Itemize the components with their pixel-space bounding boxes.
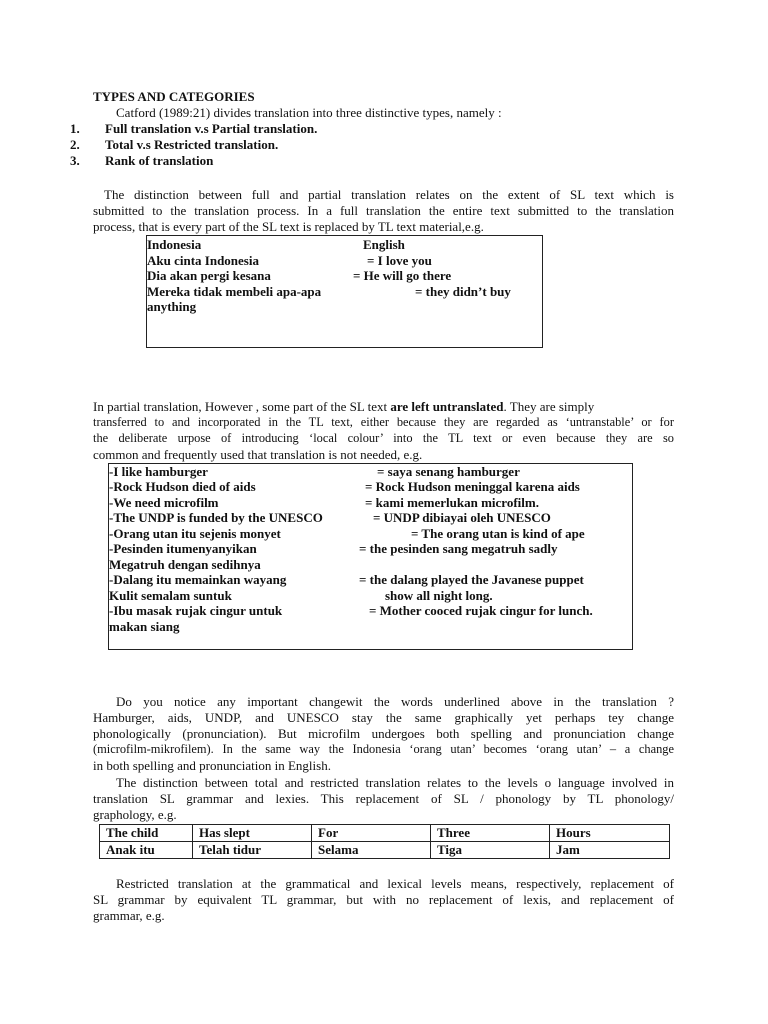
table-cell: Jam <box>550 842 670 859</box>
paragraph-line: The distinction between full and partial translation relates on the extent of SL text which is <box>104 187 674 202</box>
example-target: = I love you <box>367 253 432 268</box>
table-cell: Telah tidur <box>193 842 312 859</box>
paragraph-line: phonologically (pronunciation). But microfilm undergoes both spelling and pronunciation change <box>93 726 674 741</box>
intro-text: Catford (1989:21) divides translation into three distinctive types, namely : <box>116 105 502 120</box>
table-row <box>100 842 670 859</box>
table-cell: Tiga <box>431 842 550 859</box>
example-source: Dia akan pergi kesana <box>147 268 271 283</box>
paragraph-line: in both spelling and pronunciation in English. <box>93 758 331 773</box>
list-item: Rank of translation <box>105 153 214 168</box>
paragraph-line: Hamburger, aids, UNDP, and UNESCO stay the same graphically yet perhaps tey change <box>93 710 674 725</box>
paragraph-line: SL grammar by equivalent TL grammar, but with no replacement of lexis, and replacement of <box>93 892 674 907</box>
table-cell: Three <box>431 825 550 842</box>
example-row <box>147 284 542 300</box>
example-source: -Pesinden itumenyanyikan <box>109 541 257 556</box>
example-target: = UNDP dibiayai oleh UNESCO <box>373 510 551 525</box>
example-row <box>147 299 542 315</box>
example-row <box>109 495 632 511</box>
example-source: -Rock Hudson died of aids <box>109 479 256 494</box>
paragraph-line: transferred to and incorporated in the TL text, either because they are regarded as ‘untranstable’ or for <box>93 415 674 429</box>
example-source: -Ibu masak rujak cingur untuk <box>109 603 283 618</box>
example-row <box>109 588 632 604</box>
text-run: . They are simply <box>503 399 595 414</box>
example-source: Mereka tidak membeli apa-apa <box>147 284 322 299</box>
example-row <box>109 526 632 542</box>
table-cell: Has slept <box>193 825 312 842</box>
paragraph-line: (microfilm-mikrofilem). In the same way the Indonesia ‘orang utan’ becomes ‘orang utan’ – a change <box>93 742 674 756</box>
paragraph-line: process, that is every part of the SL text is replaced by TL text material,e.g. <box>93 219 484 234</box>
example-target: = the pesinden sang megatruh sadly <box>359 541 558 556</box>
table-cell: Hours <box>550 825 670 842</box>
list-item: Full translation v.s Partial translation. <box>105 121 318 136</box>
example-source: -I like hamburger <box>109 464 208 479</box>
example-source: Kulit semalam suntuk <box>109 588 232 603</box>
text-run: In partial translation, However , some part of the SL text <box>93 399 391 414</box>
example-row <box>109 541 632 557</box>
example-source: -The UNDP is funded by the UNESCO <box>109 510 323 525</box>
example-target: = saya senang hamburger <box>377 464 520 479</box>
example-row <box>109 619 632 635</box>
list-number: 3. <box>70 153 80 168</box>
section-heading: TYPES AND CATEGORIES <box>93 89 255 104</box>
emphasis-text: are left untranslated <box>390 399 504 414</box>
example-target: = the dalang played the Javanese puppet <box>359 572 584 587</box>
example-source: anything <box>147 299 197 314</box>
paragraph-line: Restricted translation at the grammatical and lexical levels means, respectively, replacement of <box>116 876 674 891</box>
example-row <box>147 268 542 284</box>
paragraph-line: submitted to the translation process. In a full translation the entire text submitted to the translation <box>93 203 674 218</box>
example-target: = He will go there <box>353 268 452 283</box>
example-target: show all night long. <box>385 588 493 603</box>
example-box-partial-translation <box>108 463 633 650</box>
example-source: -Orang utan itu sejenis monyet <box>109 526 281 541</box>
table-cell: For <box>312 825 431 842</box>
table-cell: Selama <box>312 842 431 859</box>
example-target: = Mother cooced rujak cingur for lunch. <box>369 603 593 618</box>
example-target: = The orang utan is kind of ape <box>411 526 585 541</box>
example-source: makan siang <box>109 619 180 634</box>
example-row <box>109 464 632 480</box>
example-row <box>109 510 632 526</box>
column-header-indonesia: Indonesia <box>147 237 202 252</box>
paragraph-line: grammar, e.g. <box>93 908 165 923</box>
column-header-english: English <box>363 237 405 252</box>
example-source: Megatruh dengan sedihnya <box>109 557 261 572</box>
example-source: -We need microfilm <box>109 495 219 510</box>
example-source: -Dalang itu memainkan wayang <box>109 572 287 587</box>
box-header-row <box>147 237 542 253</box>
example-row <box>109 603 632 619</box>
example-target: = kami memerlukan microfilm. <box>365 495 539 510</box>
translation-table <box>99 824 670 859</box>
table-cell: The child <box>100 825 193 842</box>
list-number: 1. <box>70 121 80 136</box>
paragraph-line: translation SL grammar and lexies. This replacement of SL / phonology by TL phonology/ <box>93 791 674 806</box>
list-item: Total v.s Restricted translation. <box>105 137 279 152</box>
paragraph-line: graphology, e.g. <box>93 807 177 822</box>
example-row <box>109 557 632 573</box>
example-row <box>109 572 632 588</box>
table-cell: Anak itu <box>100 842 193 859</box>
paragraph-line: common and frequently used that translation is not needed, e.g. <box>93 447 423 462</box>
paragraph-line: The distinction between total and restricted translation relates to the levels o language involved in <box>116 775 674 790</box>
example-row <box>147 253 542 269</box>
example-row <box>109 479 632 495</box>
paragraph-line <box>93 399 674 415</box>
example-source: Aku cinta Indonesia <box>147 253 259 268</box>
example-target: = Rock Hudson meninggal karena aids <box>365 479 580 494</box>
paragraph-line: the deliberate urpose of introducing ‘local colour’ into the TL text or even because they are so <box>93 431 674 445</box>
example-box-full-translation <box>146 235 543 348</box>
list-number: 2. <box>70 137 80 152</box>
paragraph-line: Do you notice any important changewit the words underlined above in the translation ? <box>116 694 674 709</box>
example-target: = they didn’t buy <box>415 284 511 299</box>
table-row <box>100 825 670 842</box>
